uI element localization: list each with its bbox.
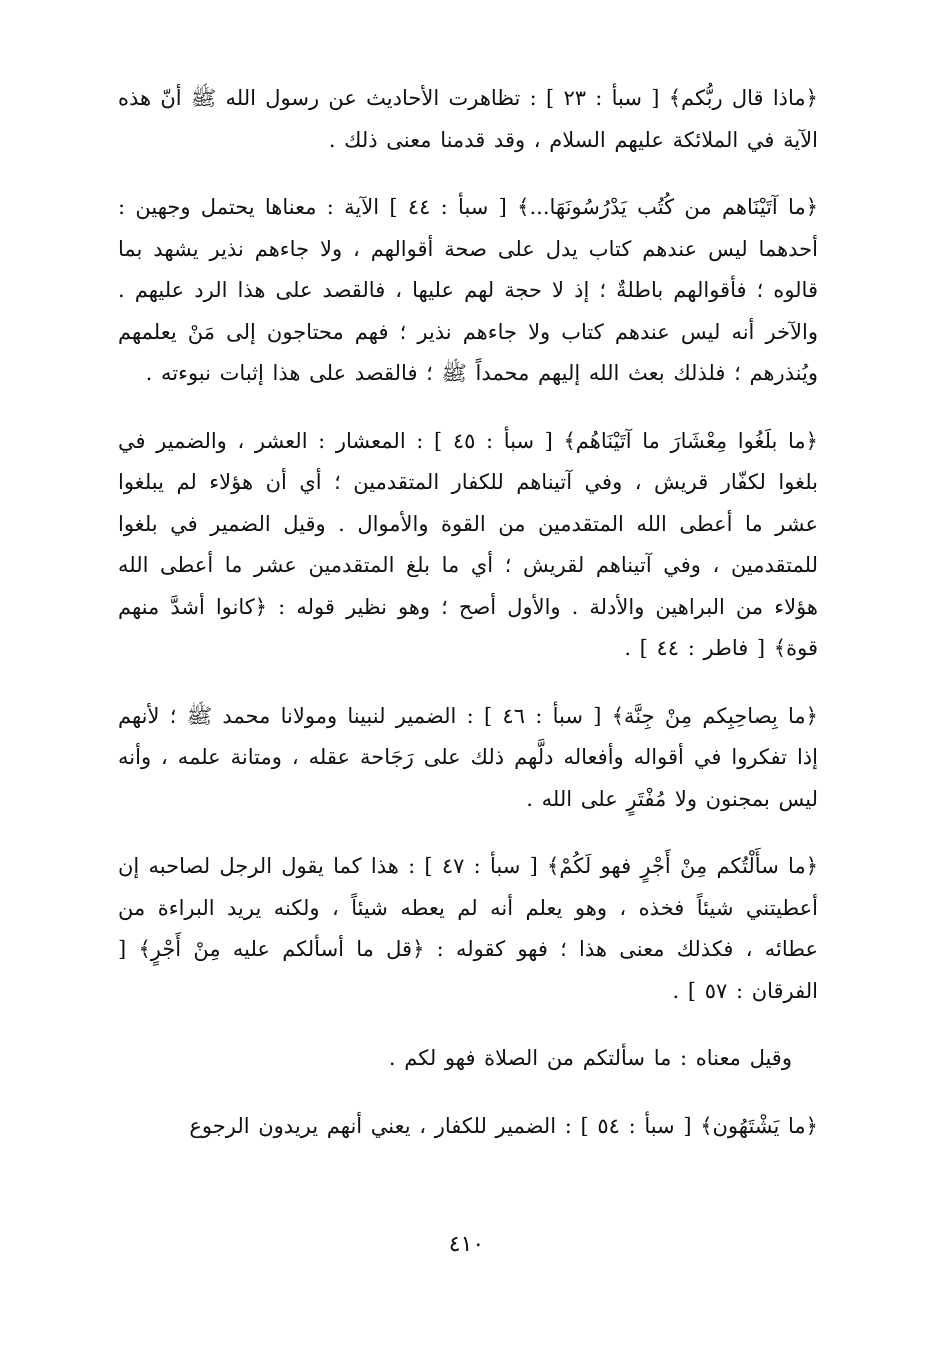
paragraph-1: ﴿ماذا قال ربُّكم﴾ [ سبأ : ٢٣ ] : تظاهرت الأحاديث عن رسول الله ﷺ أنّ هذه الآية في الملائكة عليهم السلام ، وقد قدمنا معنى ذلك . — [118, 86, 818, 152]
paragraph-4: ﴿ما بِصاحِبِكم مِنْ جِنَّة﴾ [ سبأ : ٤٦ ] : الضمير لنبينا ومولانا محمد ﷺ ؛ لأنهم إذا تفكروا في أقواله وأفعاله دلَّهم ذلك على رَجَاحة عقله ، ومتانة علمه ، وأنه ليس بمجنون ولا مُفْتَرٍ على الله . — [118, 703, 818, 811]
paragraph-5: ﴿ما سأَلْتُكم مِنْ أَجْرٍ فهو لَكُمْ﴾ [ سبأ : ٤٧ ] : هذا كما يقول الرجل لصاحبه إن أعطيتني شيئاً فخذه ، وهو يعلم أنه لم يعطه شيئاً ، ولكنه يريد البراءة من عطائه ، فكذلك معنى هذا ؛ فهو كقوله : ﴿قل ما أسألكم عليه مِنْ أَجْرٍ﴾ [ الفرقان : ٥٧ ] . — [118, 854, 818, 1003]
paragraph-2: ﴿ما آتَيْنَاهم من كُتُب يَدْرُسُونَهَا...﴾ [ سبأ : ٤٤ ] الآية : معناها يحتمل وجهين : أحدهما ليس عندهم كتاب يدل على صحة أقوالهم ، ولا جاءهم نذير يشهد بما قالوه ؛ فأقوالهم باطلةٌ ؛ إذ لا حجة لهم عليها ، فالقصد على هذا الرد عليهم . والآخر أنه ليس عندهم كتاب ولا جاءهم نذير ؛ فهم محتاجون إلى مَنْ يعلمهم ويُنذرهم ؛ فلذلك بعث الله إليهم محمداً ﷺ ؛ فالقصد على هذا إثبات نبوءته . — [118, 195, 818, 385]
body-text — [118, 78, 818, 1173]
paragraph-3: ﴿ما بلَغُوا مِعْشَارَ ما آتَيْنَاهُم﴾ [ سبأ : ٤٥ ] : المعشار : العشر ، والضمير في بلغوا لكفّار قريش ، وفي آتيناهم للكفار المتقدمين ؛ أي أن هؤلاء لم يبلغوا عشر ما أعطى الله المتقدمين من القوة والأموال . وقيل الضمير في بلغوا للمتقدمين ، وفي آتيناهم لقريش ؛ أي ما بلغ المتقدمين عشر ما أعطى الله هؤلاء من البراهين والأدلة . والأول أصح ؛ وهو نظير قوله : ﴿كانوا أشدَّ منهم قوة﴾ [ فاطر : ٤٤ ] . — [118, 428, 818, 660]
page-number: ٤١٠ — [448, 1232, 485, 1257]
paragraph-6: وقيل معناه : ما سألتكم من الصلاة فهو لكم . — [388, 1046, 792, 1070]
paragraph-7: ﴿ما يَشْتَهُون﴾ [ سبأ : ٥٤ ] : الضمير للكفار ، يعني أنهم يريدون الرجوع — [189, 1113, 818, 1138]
